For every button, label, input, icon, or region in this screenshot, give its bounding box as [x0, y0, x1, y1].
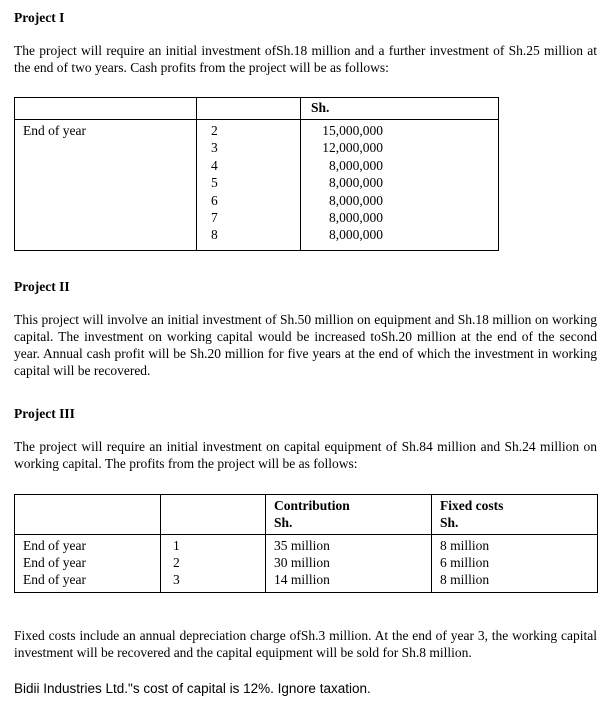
fixed-cost-value: 6 million	[432, 554, 598, 571]
year-value: 8	[211, 227, 218, 243]
table1-body-row	[15, 120, 499, 251]
table1-years-cell	[197, 120, 301, 251]
contribution-value: 14 million	[266, 571, 432, 592]
contribution-header-label: Contribution	[274, 497, 350, 513]
year-value: 2	[161, 554, 266, 571]
table2-header-empty-2	[161, 494, 266, 534]
year-value: 3	[211, 140, 218, 156]
table2-header-row	[15, 494, 598, 534]
project3-outro-paragraph: Fixed costs include an annual depreciation charge ofSh.3 million. At the end of year 3, the working capital investment will be recovered and the capital equipment will be sold for Sh.8 million.	[14, 627, 597, 660]
project3-profit-table	[14, 494, 598, 593]
amount-value: 12,000,000	[322, 140, 383, 156]
amount-value: 8,000,000	[329, 227, 383, 243]
contribution-sh-label: Sh.	[274, 515, 293, 531]
row-label: End of year	[15, 571, 161, 592]
project2-heading: Project II	[14, 278, 70, 294]
year-value: 1	[161, 534, 266, 554]
table1-header-sh: Sh.	[301, 98, 499, 120]
year-value: 7	[211, 210, 218, 226]
amount-value: 15,000,000	[322, 123, 383, 138]
fixed-costs-header-label: Fixed costs	[440, 497, 504, 513]
table2-header-contribution	[266, 494, 432, 534]
year-value: 4	[211, 157, 218, 173]
cost-of-capital-note: Bidii Industries Ltd."s cost of capital is 12%. Ignore taxation.	[14, 680, 371, 696]
table1-row-label: End of year	[15, 120, 197, 251]
project1-intro-paragraph: The project will require an initial investment ofSh.18 million and a further investment of Sh.25 million at the end of two years. Cash profits from the project will be as follows:	[14, 43, 597, 75]
fixed-cost-value: 8 million	[432, 534, 598, 554]
table1-amounts-cell	[301, 120, 499, 251]
row-label: End of year	[15, 534, 161, 554]
table-row	[15, 571, 598, 592]
fixed-cost-value: 8 million	[432, 571, 598, 592]
amount-value: 8,000,000	[329, 157, 383, 173]
table1-header-empty-2	[197, 98, 301, 120]
table-row	[15, 534, 598, 554]
year-value: 6	[211, 192, 218, 208]
year-value: 3	[161, 571, 266, 592]
table2-header-fixed-costs	[432, 494, 598, 534]
contribution-value: 30 million	[266, 554, 432, 571]
table1-header-row	[15, 98, 499, 120]
row-label: End of year	[15, 554, 161, 571]
contribution-value: 35 million	[266, 534, 432, 554]
table1-header-empty-1	[15, 98, 197, 120]
project1-heading: Project I	[14, 10, 65, 25]
amount-value: 8,000,000	[329, 192, 383, 208]
table-row	[15, 554, 598, 571]
fixed-costs-sh-label: Sh.	[440, 515, 459, 531]
project3-intro-paragraph: The project will require an initial investment on capital equipment of Sh.84 million and Sh.24 million on working capital. The profits from the project will be as follows:	[14, 438, 597, 471]
amount-value: 8,000,000	[329, 175, 383, 191]
year-value: 2	[211, 123, 218, 138]
project3-heading: Project III	[14, 405, 75, 421]
year-value: 5	[211, 175, 218, 191]
project1-cashflow-table	[14, 97, 499, 251]
table2-header-empty-1	[15, 494, 161, 534]
amount-value: 8,000,000	[329, 210, 383, 226]
project2-paragraph: This project will involve an initial investment of Sh.50 million on equipment and Sh.18 million on working capital. The investment on working capital would be increased toSh.20 million at the end of the second year. Annual cash profit will be Sh.20 million for five years at the end of which the investment in working capital will be recovered.	[14, 311, 597, 378]
